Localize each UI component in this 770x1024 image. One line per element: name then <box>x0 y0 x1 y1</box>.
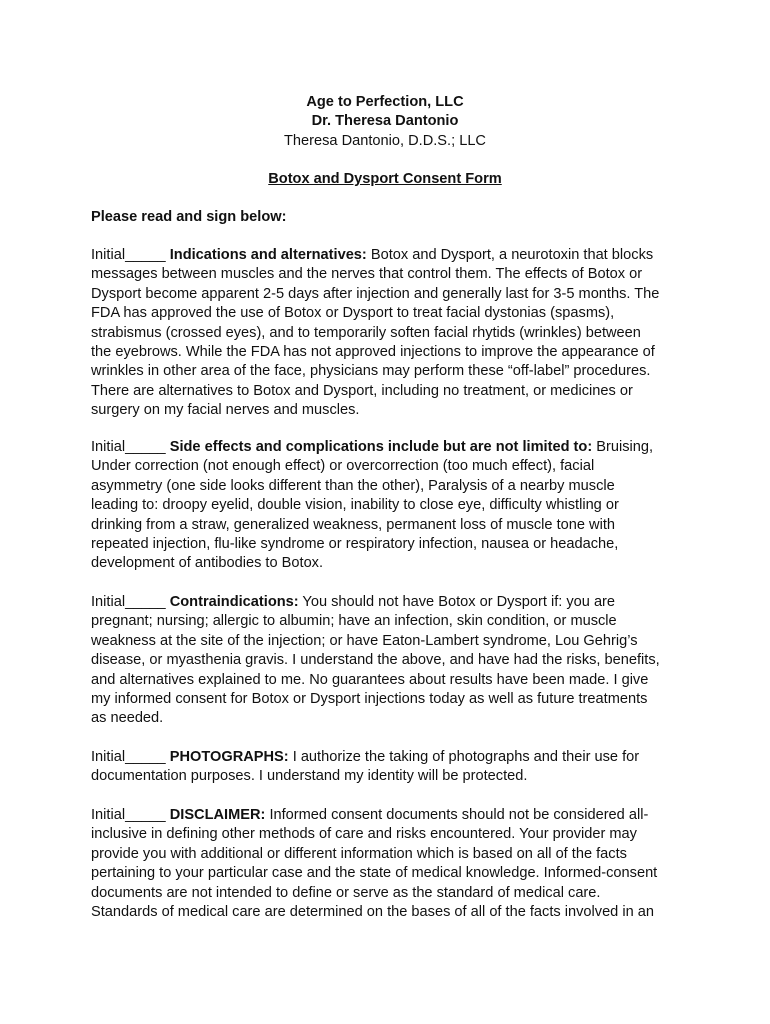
section-line: and alternatives explained to me. No guarantees about results have been made. I give <box>91 671 649 688</box>
section-heading: PHOTOGRAPHS: <box>169 749 289 765</box>
section-line: disease, or myasthenia gravis. I understand the above, and have had the risks, benefits, <box>91 652 660 669</box>
section-line: documents are not intended to define or serve as the standard of medical care. <box>91 884 601 901</box>
section-first-line <box>91 748 691 767</box>
section-line: wrinkles in other area of the face, physicians may perform these “off-label” procedures. <box>91 363 651 380</box>
section-line: Bruising, <box>592 439 654 455</box>
section-line: as needed. <box>91 710 164 727</box>
section-line: Botox and Dysport, a neurotoxin that blocks <box>366 247 654 263</box>
section-line: Under correction (not enough effect) or overcorrection (too much effect), facial <box>91 458 595 475</box>
section-line: strabismus (crossed eyes), and to temporarily soften facial rhytids (wrinkles) between <box>91 324 641 341</box>
section-heading: Indications and alternatives: <box>169 247 367 263</box>
section-disclaimer <box>91 806 691 922</box>
section-contraindications <box>91 593 691 729</box>
section-line: FDA has approved the use of Botox or Dysport to treat facial dystonias (spasms), <box>91 305 615 322</box>
section-line: the eyebrows. While the FDA has not approved injections to improve the appearance of <box>91 343 655 360</box>
section-line: weakness at the site of the injection; or have Eaton-Lambert syndrome, Lou Gehrig’s <box>91 632 638 649</box>
initial-blank: Initial_____ <box>91 247 166 263</box>
section-heading: DISCLAIMER: <box>169 807 266 823</box>
section-line: surgery on my facial nerves and muscles. <box>91 402 360 419</box>
initial-blank: Initial_____ <box>91 807 166 823</box>
section-line: repeated injection, flu-like syndrome or respiratory infection, nausea or headache, <box>91 535 619 552</box>
section-heading: Side effects and complications include but are not limited to: <box>169 439 593 455</box>
section-line: I authorize the taking of photographs and their use for <box>288 749 640 765</box>
section-first-line <box>91 438 691 457</box>
section-photographs <box>91 748 691 787</box>
initial-blank: Initial_____ <box>91 594 166 610</box>
section-indications <box>91 246 691 421</box>
section-first-line <box>91 246 691 265</box>
section-line: Informed consent documents should not be considered all- <box>265 807 649 823</box>
practice-name: Theresa Dantonio, D.D.S.; LLC <box>284 132 486 149</box>
section-line: leading to: droopy eyelid, double vision, inability to close eye, difficulty whistling or <box>91 497 619 514</box>
section-line: There are alternatives to Botox and Dysport, including no treatment, or medicines or <box>91 382 633 399</box>
sign-instruction: Please read and sign below: <box>91 209 287 225</box>
section-line: drinking from a straw, generalized weakness, permanent loss of muscle tone with <box>91 516 616 533</box>
section-line: messages between muscles and the nerves that control them. The effects of Botox or <box>91 266 643 283</box>
section-line: provide you with additional or different information which is based on all of the facts <box>91 845 627 862</box>
section-line: inclusive in defining other methods of care and risks encountered. Your provider may <box>91 826 637 843</box>
form-title: Botox and Dysport Consent Form <box>268 171 502 187</box>
initial-blank: Initial_____ <box>91 749 166 765</box>
section-line: pertaining to your particular case and the state of medical knowledge. Informed-consent <box>91 865 658 882</box>
initial-blank: Initial_____ <box>91 439 166 455</box>
company-name: Age to Perfection, LLC <box>306 94 464 110</box>
section-first-line <box>91 593 691 612</box>
section-line: development of antibodies to Botox. <box>91 555 324 572</box>
section-line: pregnant; nursing; allergic to albumin; have an infection, skin condition, or muscle <box>91 613 617 630</box>
doctor-name: Dr. Theresa Dantonio <box>311 113 459 130</box>
section-line: Dysport become apparent 2-5 days after injection and generally last for 3-5 months. The <box>91 285 660 302</box>
section-side-effects <box>91 438 691 574</box>
section-line: documentation purposes. I understand my identity will be protected. <box>91 768 528 785</box>
section-heading: Contraindications: <box>169 594 299 610</box>
section-line: asymmetry (one side looks different than the other), Paralysis of a nearby muscle <box>91 477 615 494</box>
section-line: Standards of medical care are determined on the bases of all of the facts involved in an <box>91 903 654 920</box>
section-line: You should not have Botox or Dysport if: you are <box>298 594 616 610</box>
document-header <box>0 93 770 151</box>
section-line: my informed consent for Botox or Dysport injections today as well as future treatments <box>91 690 648 707</box>
section-first-line <box>91 806 691 825</box>
